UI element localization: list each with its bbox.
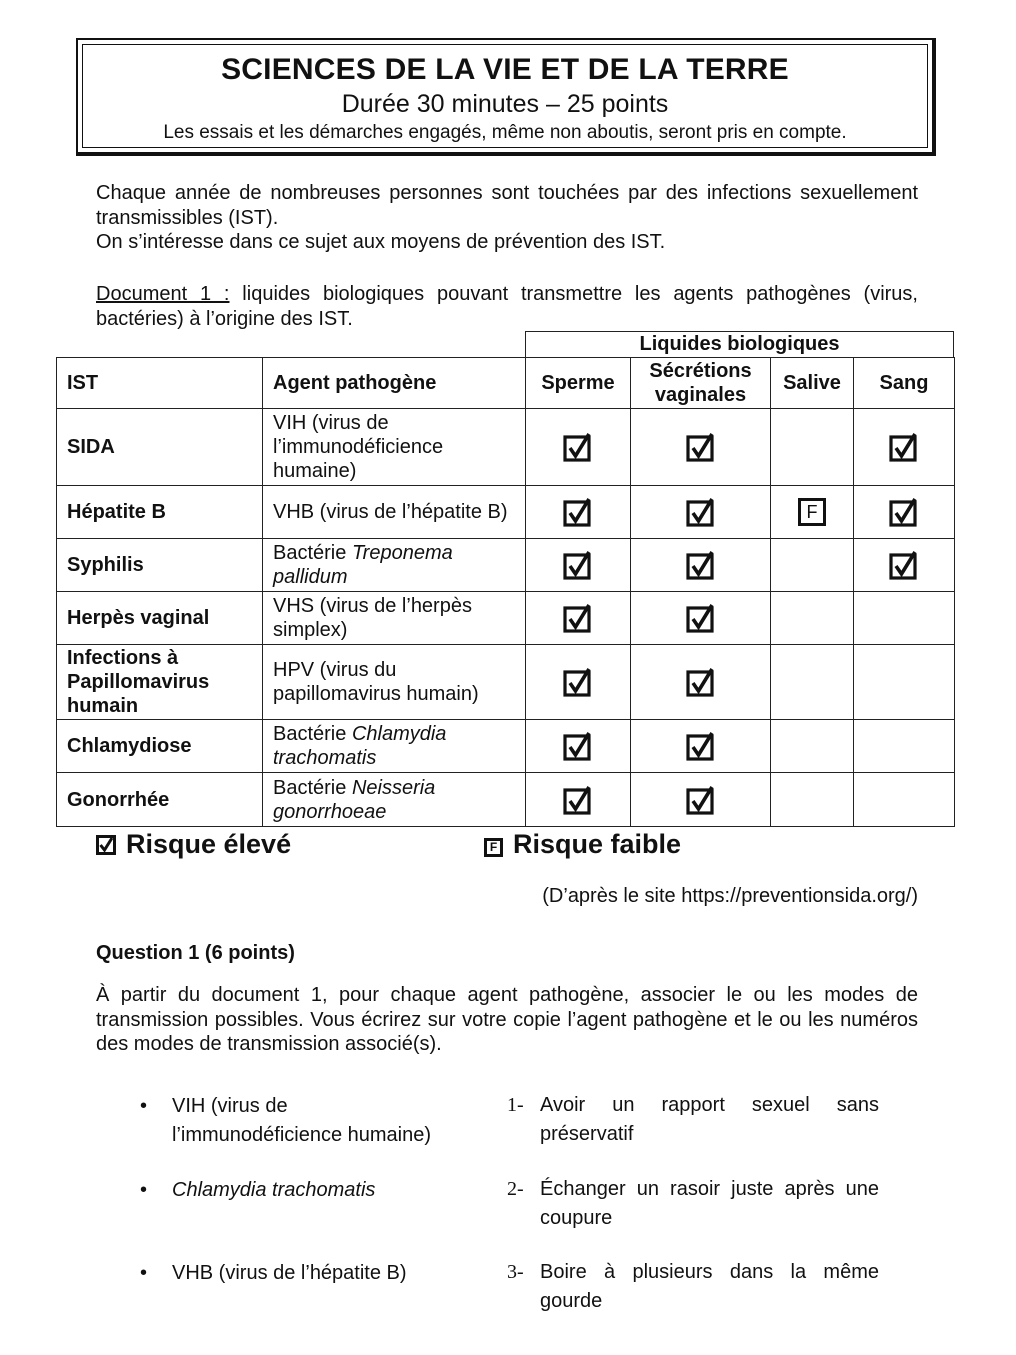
cell-secretions xyxy=(631,720,771,773)
agent-species: Chlamydia trachomatis xyxy=(273,723,447,769)
table-row xyxy=(57,720,955,773)
checkbox-checked-icon xyxy=(563,603,593,633)
cell-sang xyxy=(854,645,955,720)
agent-plain: HPV (virus du papillomavirus humain) xyxy=(273,659,479,705)
checkbox-checked-icon xyxy=(686,432,716,462)
checkbox-checked-icon xyxy=(686,603,716,633)
cell-secretions xyxy=(631,592,771,645)
table-row xyxy=(57,645,955,720)
legend-low-label: Risque faible xyxy=(513,829,682,859)
mode-3-number: 3- xyxy=(507,1261,524,1283)
checkbox-checked-icon xyxy=(686,667,716,697)
bullet-icon: • xyxy=(140,1262,148,1284)
source-citation: (D’après le site https://preventionsida.org/) xyxy=(542,885,918,907)
cell-ist: Infections à Papillomavirus humain xyxy=(57,645,263,720)
agent-1-line-2: l’immunodéficience humaine) xyxy=(172,1124,432,1146)
table-row xyxy=(57,409,955,486)
checkbox-checked-icon xyxy=(563,550,593,580)
agent-species: Treponema pallidum xyxy=(273,542,453,588)
col-header-salive: Salive xyxy=(771,358,854,409)
cell-agent xyxy=(263,720,526,773)
table-row xyxy=(57,486,955,539)
mode-1-number: 1- xyxy=(507,1094,524,1116)
cell-agent xyxy=(263,645,526,720)
mode-1-line-1: Avoir un rapport sexuel sans xyxy=(540,1094,879,1116)
checkbox-checked-icon xyxy=(686,731,716,761)
bullet-icon: • xyxy=(140,1095,148,1117)
table-row xyxy=(57,773,955,827)
exam-title: SCIENCES DE LA VIE ET DE LA TERRE xyxy=(221,53,789,86)
agent-species: Neisseria gonorrhoeae xyxy=(273,776,436,823)
agent-plain: Bactérie xyxy=(273,776,352,799)
cell-sperme xyxy=(526,409,631,486)
document-1-label: Document 1 : xyxy=(96,283,230,305)
intro-paragraph xyxy=(96,181,918,255)
cell-secretions xyxy=(631,409,771,486)
mode-1-line-2: préservatif xyxy=(540,1123,634,1145)
header-box xyxy=(76,38,936,156)
cell-sang xyxy=(854,773,955,827)
checkbox-checked-icon xyxy=(889,497,919,527)
cell-sperme xyxy=(526,773,631,827)
mode-2-line-1: Échanger un rasoir juste après une xyxy=(540,1178,879,1200)
intro-line-2: On s’intéresse dans ce sujet aux moyens de prévention des IST. xyxy=(96,231,666,253)
checkbox-checked-icon xyxy=(563,432,593,462)
checkbox-checked-icon xyxy=(563,785,593,815)
document-1-description: liquides biologiques pouvant transmettre les agents pathogènes (virus, bactéries) à l’origine des IST. xyxy=(96,283,918,330)
table-row xyxy=(57,539,955,592)
intro-line-1: Chaque année de nombreuses personnes sont touchées par des infections sexuellement transmissibles (IST). xyxy=(96,182,918,229)
legend-high-risk xyxy=(96,826,291,862)
agent-plain: VIH (virus de l’immunodéficience humaine) xyxy=(273,412,444,482)
agent-plain: Bactérie xyxy=(273,723,352,745)
checkbox-checked-icon xyxy=(563,667,593,697)
checkbox-checked-icon xyxy=(686,785,716,815)
cell-ist: SIDA xyxy=(57,409,263,486)
cell-ist: Syphilis xyxy=(57,539,263,592)
cell-secretions xyxy=(631,773,771,827)
cell-sang xyxy=(854,409,955,486)
cell-sperme xyxy=(526,645,631,720)
checkbox-checked-icon xyxy=(563,731,593,761)
mode-3-line-2: gourde xyxy=(540,1290,603,1312)
cell-salive xyxy=(771,773,854,827)
col-header-secretions: Sécrétions vaginales xyxy=(631,358,771,409)
agent-2-text: Chlamydia trachomatis xyxy=(172,1179,376,1201)
cell-sang xyxy=(854,720,955,773)
cell-ist: Chlamydiose xyxy=(57,720,263,773)
exam-note: Les essais et les démarches engagés, même non aboutis, seront pris en compte. xyxy=(163,122,847,143)
cell-salive xyxy=(771,592,854,645)
col-header-agent: Agent pathogène xyxy=(263,358,526,409)
agent-1-line-1: VIH (virus de xyxy=(172,1095,288,1117)
table-row xyxy=(57,592,955,645)
checkbox-checked-icon xyxy=(563,497,593,527)
cell-ist: Hépatite B xyxy=(57,486,263,539)
question-1-text: À partir du document 1, pour chaque agent pathogène, associer le ou les modes de transmission possibles. Vous écrirez sur votre copie l’agent pathogène et le ou les numéros des modes de transmission associé(s). xyxy=(96,984,918,1055)
checkbox-checked-icon xyxy=(889,432,919,462)
cell-salive xyxy=(771,539,854,592)
cell-salive xyxy=(771,645,854,720)
cell-sperme xyxy=(526,592,631,645)
checkbox-f-icon: F xyxy=(484,838,503,857)
mode-2-number: 2- xyxy=(507,1178,524,1200)
cell-agent xyxy=(263,486,526,539)
legend-low-risk xyxy=(484,826,681,862)
col-header-ist: IST xyxy=(57,358,263,409)
question-1-title: Question 1 (6 points) xyxy=(96,942,295,964)
cell-ist: Gonorrhée xyxy=(57,773,263,827)
cell-sperme xyxy=(526,539,631,592)
agent-plain: VHS (virus de l’herpès simplex) xyxy=(273,595,472,641)
cell-secretions xyxy=(631,539,771,592)
checkbox-checked-icon xyxy=(686,550,716,580)
cell-agent xyxy=(263,592,526,645)
agent-3-text: VHB (virus de l’hépatite B) xyxy=(172,1262,407,1284)
cell-secretions xyxy=(631,645,771,720)
cell-agent xyxy=(263,539,526,592)
cell-sang xyxy=(854,486,955,539)
cell-sang xyxy=(854,539,955,592)
agent-plain: Bactérie xyxy=(273,542,352,564)
cell-secretions xyxy=(631,486,771,539)
header-inner xyxy=(82,44,928,148)
cell-sperme xyxy=(526,720,631,773)
table-header-row xyxy=(57,358,955,409)
checkbox-checked-icon xyxy=(96,835,116,855)
ist-table xyxy=(56,357,955,827)
checkbox-f-icon: F xyxy=(798,498,826,526)
checkbox-checked-icon xyxy=(889,550,919,580)
checkbox-checked-icon xyxy=(686,497,716,527)
mode-3-line-1: Boire à plusieurs dans la même xyxy=(540,1261,879,1283)
document-1-caption xyxy=(96,282,918,331)
cell-ist: Herpès vaginal xyxy=(57,592,263,645)
legend-high-label: Risque élevé xyxy=(126,829,292,859)
cell-salive xyxy=(771,409,854,486)
col-header-sperme: Sperme xyxy=(526,358,631,409)
cell-sperme xyxy=(526,486,631,539)
mode-2-line-2: coupure xyxy=(540,1207,613,1229)
cell-agent xyxy=(263,409,526,486)
cell-salive xyxy=(771,486,854,539)
exam-duration: Durée 30 minutes – 25 points xyxy=(341,90,669,118)
table-group-header: Liquides biologiques xyxy=(525,331,954,358)
bullet-icon: • xyxy=(140,1179,148,1201)
agent-plain: VHB (virus de l’hépatite B) xyxy=(273,501,508,523)
cell-agent xyxy=(263,773,526,827)
col-header-sang: Sang xyxy=(854,358,955,409)
cell-salive xyxy=(771,720,854,773)
cell-sang xyxy=(854,592,955,645)
